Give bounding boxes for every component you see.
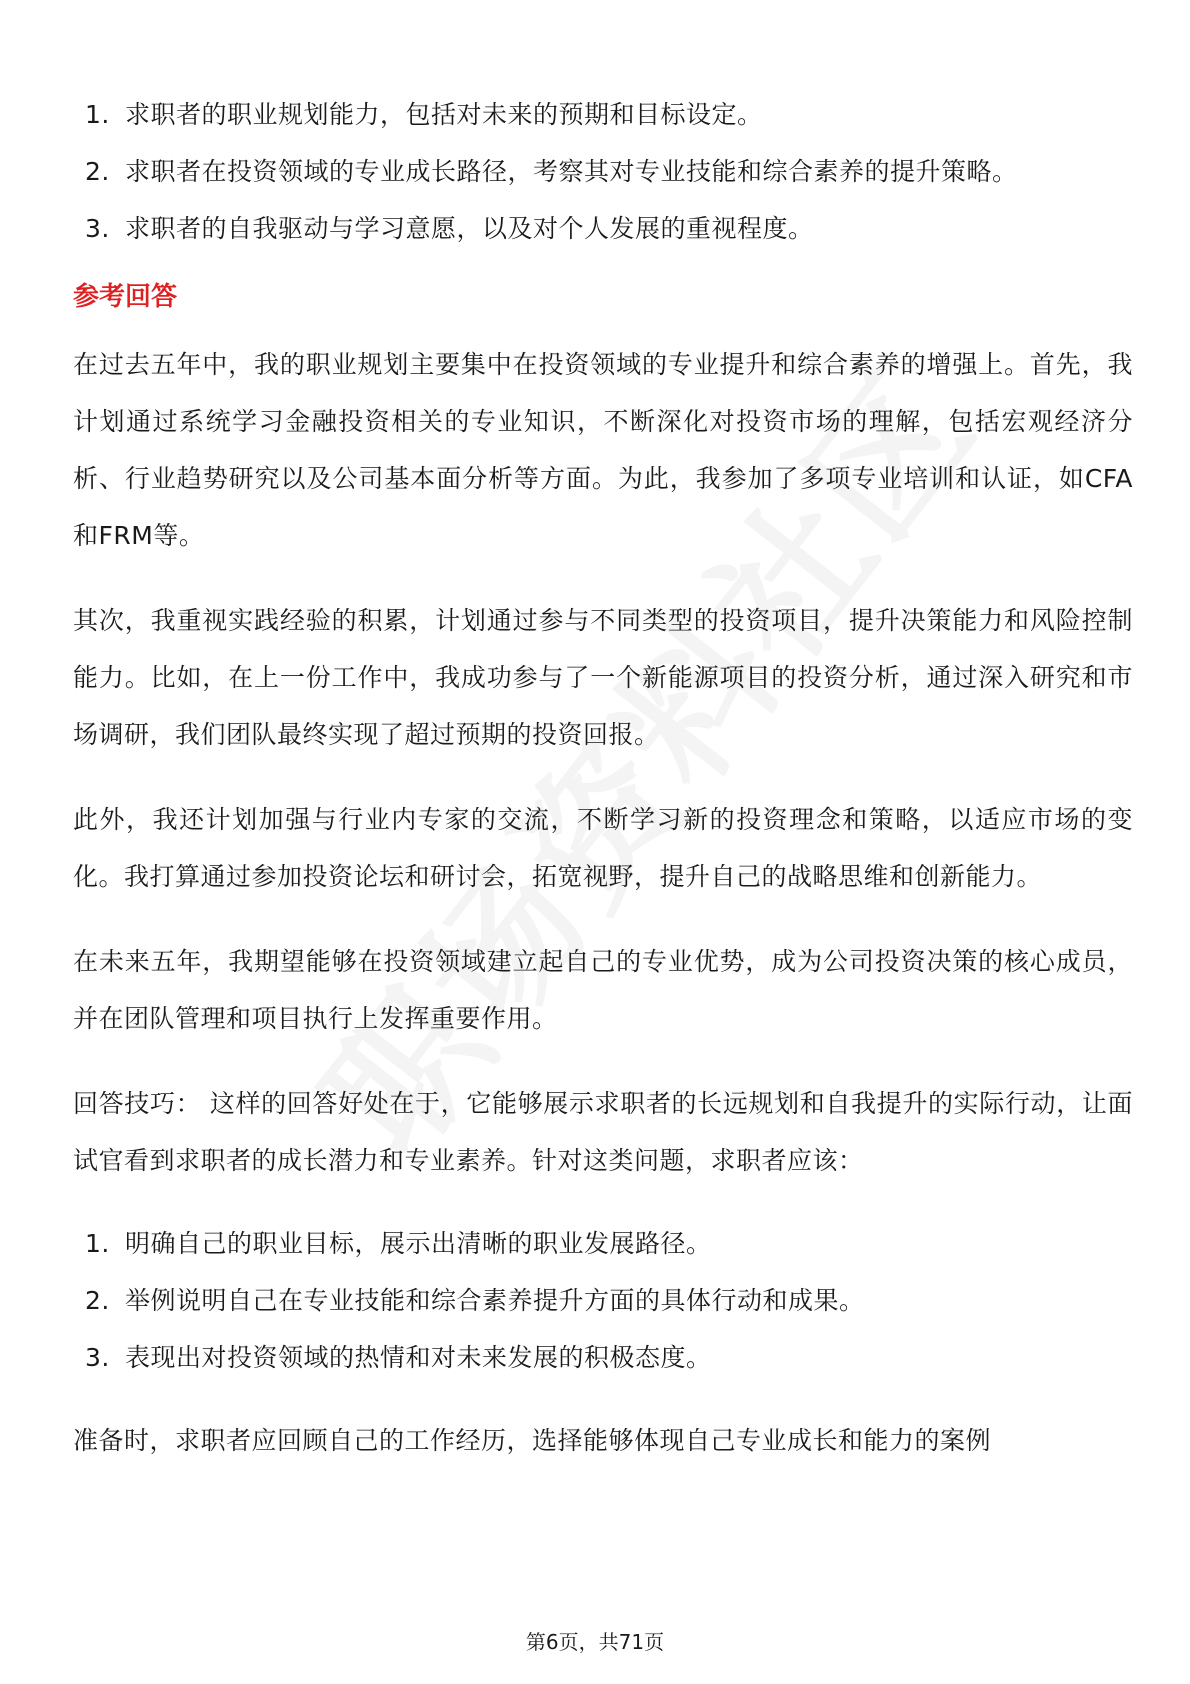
list-item [73,86,1133,143]
list-item-text: 明确自己的职业目标，展示出清晰的职业发展路径。 [125,1229,712,1258]
list-item [73,1272,1133,1329]
criteria-list [73,86,1133,257]
list-item-number: 3. [85,214,110,243]
section-heading: 参考回答 [73,282,178,312]
list-item [73,200,1133,257]
tips-list [73,1215,1133,1386]
page-content [73,86,1133,1497]
tips-intro-paragraph: 回答技巧： 这样的回答好处在于，它能够展示求职者的长远规划和自我提升的实际行动，让面试官看到求职者的成长潜力和专业素养。针对这类问题，求职者应该： [73,1089,1133,1175]
list-item-text: 表现出对投资领域的热情和对未来发展的积极态度。 [125,1343,712,1372]
list-item-number: 1. [85,1229,110,1258]
list-item-number: 2. [85,157,110,186]
answer-paragraph: 此外，我还计划加强与行业内专家的交流，不断学习新的投资理念和策略，以适应市场的变化。我打算通过参加投资论坛和研讨会，拓宽视野，提升自己的战略思维和创新能力。 [73,805,1133,891]
list-item-text: 求职者在投资领域的专业成长路径，考察其对专业技能和综合素养的提升策略。 [125,157,1018,186]
answer-paragraph: 在过去五年中，我的职业规划主要集中在投资领域的专业提升和综合素养的增强上。首先，我计划通过系统学习金融投资相关的专业知识，不断深化对投资市场的理解，包括宏观经济分析、行业趋势研究以及公司基本面分析等方面。为此，我参加了多项专业培训和认证，如CFA和FRM等。 [73,350,1133,550]
list-item [73,1329,1133,1386]
list-item-text: 求职者的职业规划能力，包括对未来的预期和目标设定。 [125,100,763,129]
list-item-text: 举例说明自己在专业技能和综合素养提升方面的具体行动和成果。 [125,1286,865,1315]
list-item-text: 求职者的自我驱动与学习意愿，以及对个人发展的重视程度。 [125,214,814,243]
list-item-number: 1. [85,100,110,129]
list-item-number: 2. [85,1286,110,1315]
list-item-number: 3. [85,1343,110,1372]
answer-paragraph: 在未来五年，我期望能够在投资领域建立起自己的专业优势，成为公司投资决策的核心成员，并在团队管理和项目执行上发挥重要作用。 [73,947,1133,1033]
answer-paragraph: 其次，我重视实践经验的积累，计划通过参与不同类型的投资项目，提升决策能力和风险控制能力。比如，在上一份工作中，我成功参与了一个新能源项目的投资分析，通过深入研究和市场调研，我们团队最终实现了超过预期的投资回报。 [73,606,1133,749]
list-item [73,143,1133,200]
list-item [73,1215,1133,1272]
page-number-footer: 第6页，共71页 [525,1630,665,1654]
closing-paragraph: 准备时，求职者应回顾自己的工作经历，选择能够体现自己专业成长和能力的案例 [73,1426,992,1455]
